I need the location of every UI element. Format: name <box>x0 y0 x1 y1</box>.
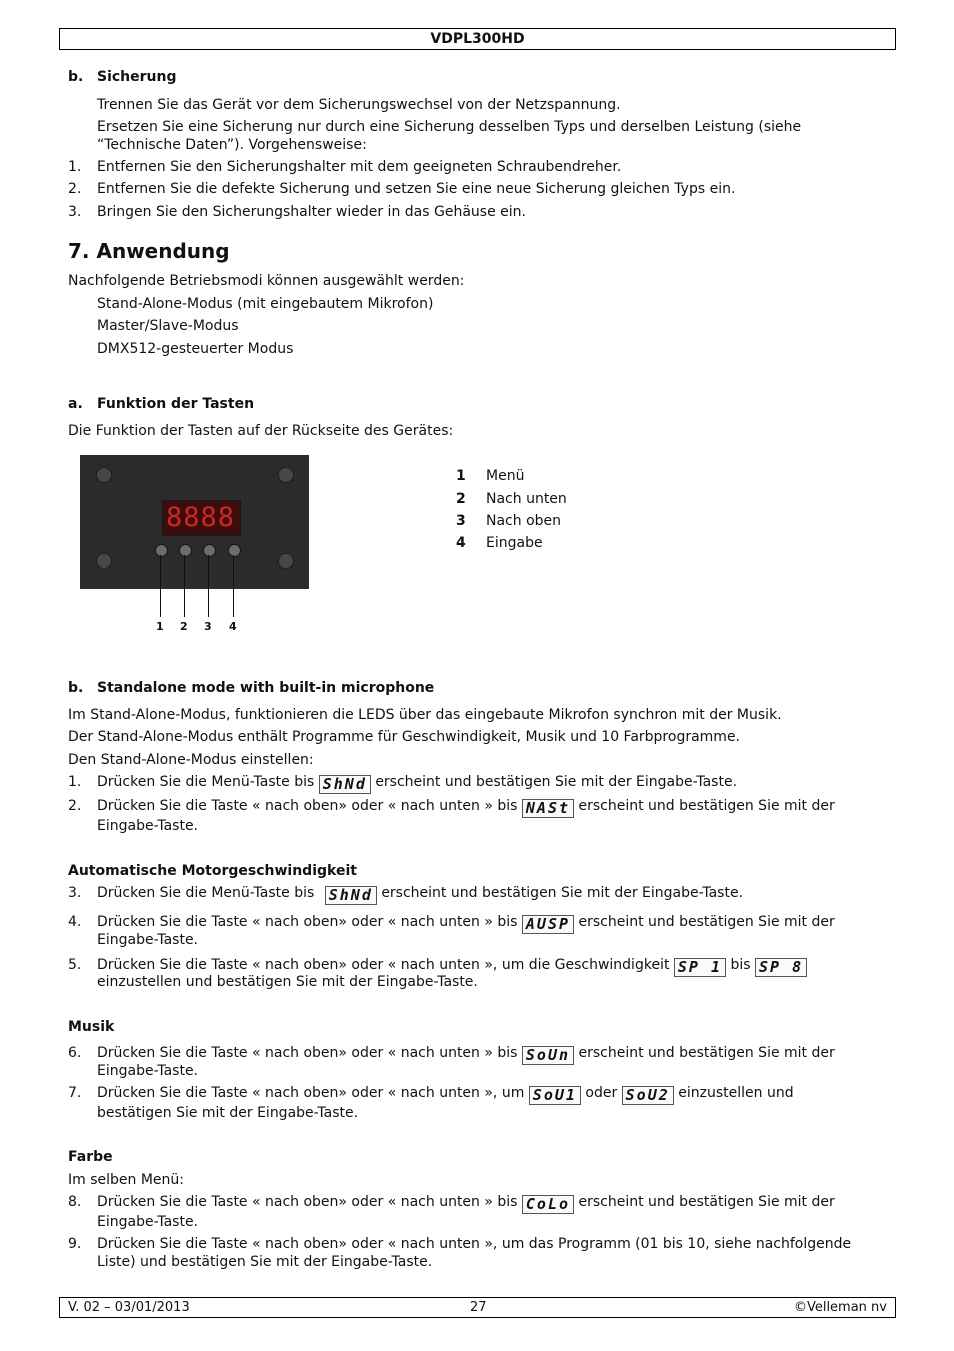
up-button <box>203 544 216 557</box>
lcd-display-icon: SoU2 <box>622 1086 674 1105</box>
screw-icon <box>278 553 294 569</box>
section-heading-letter: b. <box>68 680 84 696</box>
list-number: 7. <box>68 1085 82 1101</box>
step-text: bis <box>730 957 751 973</box>
legend-number: 1 <box>456 468 466 484</box>
mode-item: Stand-Alone-Modus (mit eingebautem Mikrofon) <box>97 296 434 312</box>
footer-page-number: 27 <box>470 1300 487 1315</box>
enter-button <box>228 544 241 557</box>
list-item: Entfernen Sie die defekte Sicherung und setzen Sie eine neue Sicherung gleichen Typs ein. <box>97 181 736 197</box>
section-heading-tasten: Funktion der Tasten <box>97 396 255 412</box>
section-heading-sicherung: Sicherung <box>97 69 177 85</box>
lcd-display-icon: SP 8 <box>755 958 807 977</box>
mode-item: Master/Slave-Modus <box>97 318 239 334</box>
paragraph: Den Stand-Alone-Modus einstellen: <box>68 752 314 768</box>
step-text: Drücken Sie die Taste « nach oben» oder « nach unten » bis <box>97 914 518 930</box>
section-heading-letter: b. <box>68 69 84 85</box>
page-footer <box>59 1297 896 1318</box>
footer-version: V. 02 – 03/01/2013 <box>68 1300 190 1315</box>
step-text: einzustellen und <box>678 1085 794 1101</box>
step-text: erscheint und bestätigen Sie mit der <box>578 1194 835 1210</box>
list-item: Drücken Sie die Taste « nach oben» oder « nach unten », um das Programm (01 bis 10, siehe nachfolgende <box>97 1236 852 1252</box>
callout-label: 2 <box>180 620 188 633</box>
paragraph: Ersetzen Sie eine Sicherung nur durch eine Sicherung desselben Typs und derselben Leistung (siehe <box>97 119 802 135</box>
list-number: 2. <box>68 181 82 197</box>
lcd-display-icon: SoUn <box>522 1046 574 1065</box>
list-item: Entfernen Sie den Sicherungshalter mit dem geeigneten Schraubendreher. <box>97 159 622 175</box>
list-item <box>97 913 835 934</box>
step-text: Drücken Sie die Taste « nach oben» oder « nach unten », um <box>97 1085 525 1101</box>
paragraph: Im Stand-Alone-Modus, funktionieren die LEDS über das eingebaute Mikrofon synchron mit der Musik. <box>68 707 782 723</box>
list-number: 9. <box>68 1236 82 1252</box>
list-item <box>97 884 743 905</box>
paragraph: Der Stand-Alone-Modus enthält Programme für Geschwindigkeit, Musik und 10 Farbprogramme. <box>68 729 741 745</box>
list-item <box>97 1193 835 1214</box>
step-text: Liste) und bestätigen Sie mit der Eingabe-Taste. <box>97 1254 433 1270</box>
step-text: Eingabe-Taste. <box>97 818 199 834</box>
lcd-display-icon: SoU1 <box>529 1086 581 1105</box>
list-number: 4. <box>68 914 82 930</box>
screw-icon <box>278 467 294 483</box>
screw-icon <box>96 553 112 569</box>
legend-label: Menü <box>486 468 525 484</box>
step-text: Drücken Sie die Taste « nach oben» oder « nach unten » bis <box>97 798 518 814</box>
page-header <box>59 28 896 50</box>
paragraph: Nachfolgende Betriebsmodi können ausgewählt werden: <box>68 273 465 289</box>
subsection-heading-farbe: Farbe <box>68 1149 113 1165</box>
step-text: Eingabe-Taste. <box>97 932 199 948</box>
legend-label: Eingabe <box>486 535 543 551</box>
paragraph: Im selben Menü: <box>68 1172 184 1188</box>
list-number: 1. <box>68 774 82 790</box>
list-number: 6. <box>68 1045 82 1061</box>
step-text: bestätigen Sie mit der Eingabe-Taste. <box>97 1105 359 1121</box>
step-text: Drücken Sie die Taste « nach oben» oder « nach unten » bis <box>97 1194 518 1210</box>
list-number: 3. <box>68 204 82 220</box>
header-title: VDPL300HD <box>430 31 525 47</box>
mode-item: DMX512-gesteuerter Modus <box>97 341 294 357</box>
list-item <box>97 773 737 794</box>
step-text: erscheint und bestätigen Sie mit der Eingabe-Taste. <box>381 885 744 901</box>
legend-label: Nach unten <box>486 491 567 507</box>
list-item <box>97 1044 835 1065</box>
paragraph: Die Funktion der Tasten auf der Rückseite des Gerätes: <box>68 423 454 439</box>
callout-label: 3 <box>204 620 212 633</box>
lcd-display-icon: NASt <box>522 799 574 818</box>
menu-button <box>155 544 168 557</box>
callout-line <box>184 555 185 617</box>
legend-number: 3 <box>456 513 466 529</box>
step-text: erscheint und bestätigen Sie mit der <box>578 798 835 814</box>
step-text: Drücken Sie die Menü-Taste bis <box>97 774 315 790</box>
led-display <box>162 500 241 536</box>
paragraph: Trennen Sie das Gerät vor dem Sicherungswechsel von der Netzspannung. <box>97 97 621 113</box>
lcd-display-icon: AUSP <box>522 915 574 934</box>
callout-line <box>208 555 209 617</box>
list-number: 3. <box>68 885 82 901</box>
legend-number: 4 <box>456 535 466 551</box>
led-display-digits: 8888 <box>166 502 236 533</box>
callout-line <box>160 555 161 617</box>
step-text: einzustellen und bestätigen Sie mit der Eingabe-Taste. <box>97 974 478 990</box>
chapter-heading: 7. Anwendung <box>68 239 230 263</box>
step-text: Drücken Sie die Taste « nach oben» oder « nach unten », um die Geschwindigkeit <box>97 957 670 973</box>
section-heading-letter: a. <box>68 396 83 412</box>
rear-panel-photo <box>80 455 309 589</box>
callout-label: 4 <box>229 620 237 633</box>
callout-line <box>233 555 234 617</box>
list-number: 2. <box>68 798 82 814</box>
list-number: 5. <box>68 957 82 973</box>
list-item <box>97 1084 794 1105</box>
down-button <box>179 544 192 557</box>
section-heading-standalone: Standalone mode with built-in microphone <box>97 680 435 696</box>
step-text: Drücken Sie die Taste « nach oben» oder « nach unten » bis <box>97 1045 518 1061</box>
callout-label: 1 <box>156 620 164 633</box>
lcd-display-icon: CoLo <box>522 1195 574 1214</box>
lcd-display-icon: ShNd <box>325 886 377 905</box>
legend-label: Nach oben <box>486 513 562 529</box>
step-text: erscheint und bestätigen Sie mit der <box>578 1045 835 1061</box>
list-item: Bringen Sie den Sicherungshalter wieder in das Gehäuse ein. <box>97 204 526 220</box>
step-text: Eingabe-Taste. <box>97 1063 199 1079</box>
step-text: oder <box>585 1085 618 1101</box>
lcd-display-icon: ShNd <box>319 775 371 794</box>
step-text: Drücken Sie die Menü-Taste bis <box>97 885 315 901</box>
lcd-display-icon: SP 1 <box>674 958 726 977</box>
list-item <box>97 797 835 818</box>
subsection-heading-musik: Musik <box>68 1019 115 1035</box>
step-text: erscheint und bestätigen Sie mit der <box>578 914 835 930</box>
step-text: Eingabe-Taste. <box>97 1214 199 1230</box>
screw-icon <box>96 467 112 483</box>
footer-copyright: ©Velleman nv <box>793 1300 887 1315</box>
list-number: 1. <box>68 159 82 175</box>
step-text: erscheint und bestätigen Sie mit der Eingabe-Taste. <box>375 774 738 790</box>
subsection-heading-motor: Automatische Motorgeschwindigkeit <box>68 863 357 879</box>
list-number: 8. <box>68 1194 82 1210</box>
legend-number: 2 <box>456 491 466 507</box>
paragraph: “Technische Daten”). Vorgehensweise: <box>97 137 367 153</box>
